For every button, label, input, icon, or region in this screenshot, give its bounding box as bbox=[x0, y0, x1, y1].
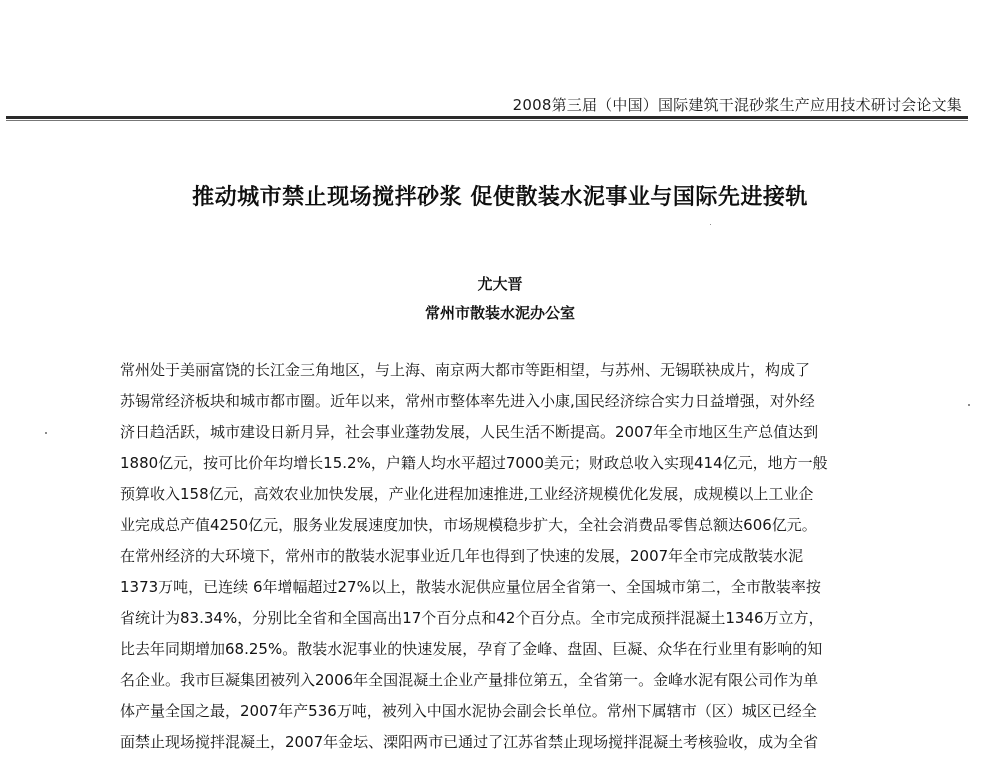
header-rule-thin bbox=[6, 120, 968, 121]
body-line: 名企业。我市巨凝集团被列入2006年全国混凝土企业产量排位第五，全省第一。金峰水泥有限公司作为单 bbox=[120, 671, 819, 689]
scan-speck bbox=[968, 404, 970, 406]
body-line: 1373万吨，已连续 6年增幅超过27%以上，散装水泥供应量位居全省第一、全国城市第二，全市散装率按 bbox=[120, 578, 821, 596]
body-line: 省统计为83.34%，分别比全省和全国高出17个百分点和42个百分点。全市完成预拌混凝土1346万立方， bbox=[120, 609, 824, 627]
scan-speck bbox=[710, 224, 711, 225]
body-line: 常州处于美丽富饶的长江金三角地区，与上海、南京两大都市等距相望，与苏州、无锡联袂成片，构成了 bbox=[120, 361, 811, 379]
body-line: 济日趋活跃，城市建设日新月异，社会事业蓬勃发展，人民生活不断提高。2007年全市地区生产总值达到 bbox=[120, 423, 819, 441]
author-affiliation: 常州市散装水泥办公室 bbox=[424, 304, 575, 322]
body-line: 苏锡常经济板块和城市都市圈。近年以来，常州市整体率先进入小康,国民经济综合实力日益增强，对外经 bbox=[120, 392, 815, 410]
body-line: 面禁止现场搅拌混凝土，2007年金坛、溧阳两市已通过了江苏省禁止现场搅拌混凝土考核验收，成为全省 bbox=[120, 733, 819, 751]
running-header: 2008第三届（中国）国际建筑干混砂浆生产应用技术研讨会论文集 bbox=[512, 96, 962, 114]
body-line: 业完成总产值4250亿元，服务业发展速度加快，市场规模稳步扩大，全社会消费品零售总额达606亿元。 bbox=[120, 516, 817, 534]
body-line: 预算收入158亿元，高效农业加快发展，产业化进程加速推进,工业经济规模优化发展，成规模以上工业企 bbox=[120, 485, 814, 503]
body-line: 比去年同期增加68.25%。散装水泥事业的快速发展，孕育了金峰、盘固、巨凝、众华在行业里有影响的知 bbox=[120, 640, 823, 658]
header-rule bbox=[6, 116, 968, 119]
body-line: 1880亿元，按可比价年均增长15.2%，户籍人均水平超过7000美元；财政总收入实现414亿元，地方一般 bbox=[120, 454, 828, 472]
body-line: 体产量全国之最，2007年产536万吨，被列入中国水泥协会副会长单位。常州下属辖市（区）城区已经全 bbox=[120, 702, 817, 720]
article-title: 推动城市禁止现场搅拌砂浆 促使散装水泥事业与国际先进接轨 bbox=[192, 185, 808, 210]
scan-speck bbox=[45, 432, 47, 434]
author-name: 尤大晋 bbox=[477, 275, 523, 293]
body-line: 在常州经济的大环境下，常州市的散装水泥事业近几年也得到了快速的发展，2007年全市完成散装水泥 bbox=[120, 547, 804, 565]
